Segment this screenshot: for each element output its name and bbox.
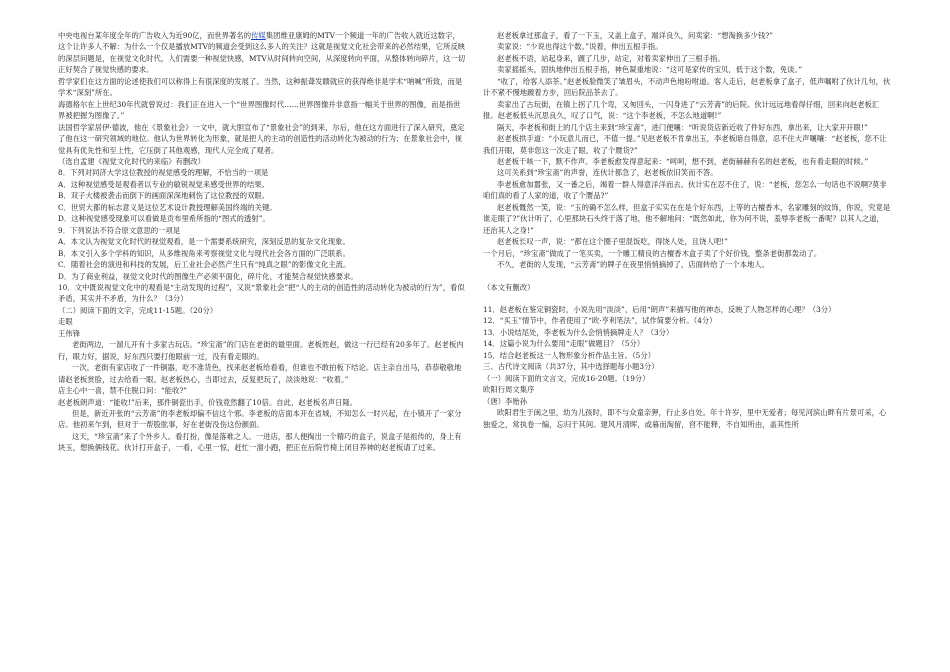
- left-paragraph: 赵老板朗声道：“能收!”后来，那件铜瓷出手，价钱竟然翻了10倍。自此，赵老板名声日隆。: [58, 397, 358, 407]
- left-paragraph: （二）阅读下面的文字，完成11-15题。（20分）: [58, 305, 218, 315]
- left-paragraph: （选自孟建《视觉文化时代的来临》有删改）: [58, 156, 205, 166]
- right-paragraph: 15．结合赵老板这一人物形象分析作品主旨。（5分）: [483, 350, 656, 360]
- left-paragraph: 10．文中既说视觉文化中的观看是“主动发现的过程”，又说“景象社会”把“人的主动的创造性的活动转化为被动的行为”，看似矛盾，其实并不矛盾，为什么？（3分）: [58, 282, 465, 304]
- right-paragraph: “收了，给客人添茶。”赵老板脸微笑了皱眉头，不动声色地吩咐道。客人走后，赵老板拿了盒子，低声嘱咐了伙计几句，伙计不紧不慢地踱着方步，回后院品茶去了。: [483, 76, 891, 98]
- right-paragraph: 14．这篇小说为什么要用“走眼”做题目？（5分）: [483, 339, 645, 349]
- right-paragraph: 一个月后，“珍宝斋”做成了一笔买卖，一个雕工精良的古檀香木盒子卖了个好价钱，整条老街都轰动了。: [483, 248, 822, 258]
- right-paragraph: 隔天，李老板和街上的几个店主来到“珍宝斋”，进门便嚷：“听说货店新近收了件好东西，拿出来，让大家开开眼!”: [497, 122, 868, 132]
- right-paragraph: 三、古代诗文阅读（共37分，其中选择题每小题3分）: [483, 362, 659, 372]
- right-paragraph: 欧阳行周文集序: [483, 385, 535, 395]
- spacer: [483, 271, 891, 282]
- left-paragraph: A．这种视觉感受是观看者以专业的敏锐视觉来感受世界的结果。: [58, 179, 270, 189]
- left-paragraph: B．本文引入多个学科的知识，从多维视角来考察视觉文化与现代社会各方面的广泛联系。: [58, 248, 350, 258]
- left-paragraph: 但是，新近开张的“云芳斋”的李老板却偏不信这个邪。李老板的店面本开在省城，不知怎么一时兴起，在小镇开了一家分店。他初来乍到，但对于一帮股肱事，好在老街没伤这份颜面。: [58, 408, 462, 430]
- right-paragraph: 卖家出了古玩街，在镇上拐了几个弯，又匆回头，一闪身进了“云芳斋”的后院。伙计远远地看得仔细，回来向赵老板汇报。赵老板低头沉思良久，叹了口气，说：“这个李老板，不怎么地道啊!”: [483, 99, 880, 121]
- right-paragraph: 12．“买玉”情节中，作者使用了“欧·亨利笔法”，试作简要分析。（4分）: [483, 316, 717, 326]
- right-paragraph: 赵老板拱手道：“小玩意儿而已，不值一提。”见赵老板不肯拿出玉，李老板暗自得意，忍不住大声嚷嚷：“赵老板，您不让我们开眼，莫非您这一次走了眼，收了个赝货?”: [483, 134, 887, 155]
- left-paragraph: A．本文认为视觉文化时代的视觉观看，是一个需要系统研究，深刻反思的复杂文化现象。: [58, 237, 350, 247]
- left-paragraph: 老街两边，一溜儿开有十多家古玩店。“珍宝斋”的门店在老街的最里面。老板姓赵，做这一行已经有20多年了。赵老板内行，眼力好，据说，好东西只要打他眼前一过，没有看走眼的。: [58, 340, 464, 361]
- right-paragraph: 卖家摇摇头，固执地伸出五根手指，神色凝重地说：“这可是家传的宝贝，低于这个数，免谈。”: [497, 65, 803, 75]
- left-paragraph: 哲学家们在这方面的论述使我们可以称得上有很深度的发展了。当然，这种振聋发聩就应的获得绝非是学术“呐喊”所致，而是学术“深刻”所在。: [58, 76, 463, 98]
- left-paragraph: 王伟锋: [58, 328, 81, 338]
- right-paragraph: 11．赵老板在鉴定铜瓷时，小说先用“淡淡”，后用“朗声”来描写他的神态，反映了人物怎样的心理？（3分）: [483, 304, 836, 314]
- left-paragraph: 海德格尔在上世纪30年代就曾说过：我们正在进入一个“世界图像时代……世界图像并非意指一幅关于世界的图像，而是指世界被把握为图像了。”: [58, 99, 461, 121]
- left-paragraph: C．随着社会的演进和科技的发展，后工业社会必然产生只有“纯真之眼”的影像文化主流。: [58, 260, 351, 270]
- left-paragraph: 中央电视台某年度全年的广告收入为近90亿，而世界著名的传媒集团维亚康姆的MTV一个频道一年的广告收入就近这数字，这个让许多人不解：为什么一个仅是播放MTV的频道会受到这么多人的关注？这就是视觉文化社会带来的必然结果，它所反映的深层问题是，在视觉文化时代，人们需要一种视觉快感，MTV从时间转向空间，从深度转向平面，从整体转向碎片，这一切正好契合了视觉快感的要求。: [58, 31, 466, 75]
- right-paragraph: 欧阳君生于闽之里，幼为儿孩时，即不与众童亲狎，行止多自处。年十许岁，里中无爱者；每见河滨山畔有片景可采，心独爱之，常执卷一编，忘归于其间。建风月清晖，或暮而淘留，窅不能释，不自知所由，盖其性所: [483, 408, 887, 429]
- media-link[interactable]: 传媒: [251, 31, 266, 40]
- left-paragraph: D．为了商业利益，视觉文化时代的图像生产必须平面化，碎片化，才能契合视觉快感要求。: [58, 271, 358, 281]
- left-paragraph: D．这种视觉感受现象可以看做是贡布里希所指的“图式的透射”。: [58, 214, 270, 224]
- left-paragraph: 店主心中一喜，禁不住脱口问：“能收?”: [58, 386, 188, 396]
- left-paragraph: C．世贸大都的标志意义是这位艺术设计教授理解美国终端的关键。: [58, 202, 277, 212]
- left-paragraph: B．双子大楼被袭击而倒下的画面深深地刺伤了这位教授的双眼。: [58, 191, 270, 201]
- right-paragraph: 赵老板干咳一下，默不作声。李老板愈发得意起来：“呵呵，想不到，老街赫赫有名的赵老板，也有看走眼的时候。”: [497, 156, 869, 166]
- right-paragraph: 这可关系到“珍宝斋”的声誉，连伙计都急了，赵老板依旧笑而不答。: [497, 168, 718, 178]
- spacer: [483, 293, 891, 304]
- right-paragraph: 不久，老街的人发现，“云芳斋”的牌子在夜里悄悄摘掉了，店面转给了一个本地人。: [497, 260, 770, 270]
- left-paragraph: 法国哲学家居伊·德波，他在《景象社会》一文中，就大胆宣布了“景象社会”的到来，尔后，他在这方面进行了深入研究，奠定了他在这一研究领域的地位。他认为世界转化为形象，就是把人的主动的创造性的活动转化为被动的行为；在景象社会中，视觉具有优先性和至上性，它压倒了其他观感，现代人完全成了观者。: [58, 122, 465, 155]
- left-paragraph: 这天，“珍宝斋”来了个外乡人。看打扮，像是落难之人。一进店，那人便掏出一个精巧的盒子，说盒子是祖传的，身上有块玉，想换俩钱花。伙计打开盒子，一看，心里一惊，赶忙一溜小跑，把正在后院竹椅上闭目养神的赵老板请了过来。: [58, 431, 462, 453]
- left-paragraph: 9．下列说法不符合原文意思的一项是: [58, 225, 181, 235]
- right-paragraph: 赵老板慨然一笑，说：“玉的确不怎么样，但盒子实实在在是个好东西，上等的古檀香木，名家雕刻的纹饰，你说，究竟是谁走眼了?”伙计听了，心里那块石头终于落了地，他不解地问：“既然如此，你为何不说，羞辱李老板一番呢？以其人之道，还治其人之身!”: [483, 202, 891, 235]
- right-paragraph: （本文有删改）: [483, 282, 535, 292]
- left-paragraph: 8．下列对同济大学这位教授的视觉感受的理解，不恰当的一项是: [58, 168, 269, 178]
- right-paragraph: （一）阅读下面的文言文，完成16-20题。（19分）: [483, 373, 650, 383]
- left-paragraph: 走眼: [58, 317, 73, 327]
- right-paragraph: 李老板愈加嚣张，又一番之后，竭着一群人得意洋洋而去。伙计实在忍不住了，说：“老板，您怎么一句话也不说啊?莫非咱们真的看了人家的道，收了个赝品?”: [483, 179, 887, 201]
- right-paragraph: 卖家说：“少说也得这个数。”说着，伸出五根手指。: [497, 42, 663, 52]
- right-paragraph: 赵老板拿过那盒子，看了一下玉，又盖上盒子，端详良久，问卖家：“想淘换多少钱?”: [497, 31, 774, 40]
- right-column: [483, 30, 891, 430]
- right-paragraph: 赵老板不语，站起身来，踱了几步，站定，对着卖家伸出了三根手指。: [497, 53, 725, 63]
- left-paragraph: 一次，老街有家店收了一件铜器，吃不准货色，找来赵老板给看看，但谁也不敢拍板下结论。店主亲自出马，恭恭敬敬地请赵老板赏脸，过去给看一眼。赵老板热心，当即过去，反复把玩了，淡淡地说：“收着。”: [58, 363, 462, 384]
- right-paragraph: （唐）李贻孙: [483, 396, 528, 406]
- right-paragraph: 13．小说结尾处，李老板为什么会悄悄摘牌走人？（3分）: [483, 327, 674, 337]
- right-paragraph: 赵老板长叹一声，说：“都在这个圈子里混饭吃，得饶人处，且饶人吧!”: [497, 237, 728, 247]
- left-column: [58, 30, 466, 454]
